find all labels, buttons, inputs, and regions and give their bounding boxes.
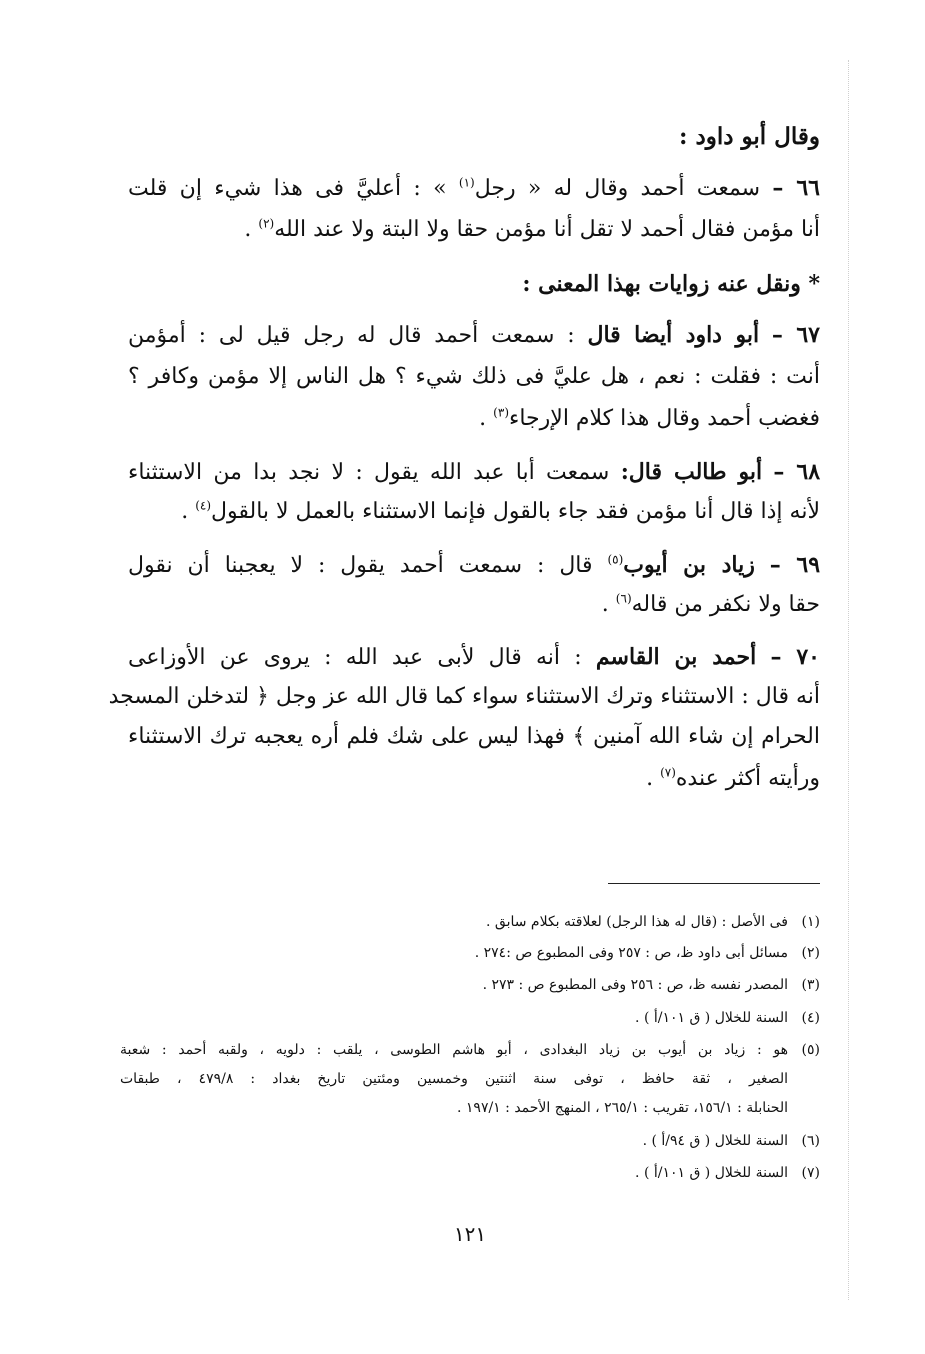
footnote-continuation: الصغير ، ثقة حافظ ، توفى سنة اثنتين وخمسين ومئتين تاريخ بغداد : ٤٧٩/٨ ، طبقات: [120, 1071, 788, 1087]
footnote-ref: (٢): [258, 216, 275, 231]
page-edge-shadow: [848, 60, 849, 1300]
footnote-ref: (٤): [195, 498, 212, 513]
item-number: ٦٩ –: [769, 552, 821, 578]
paragraph-67-line-3: فغضب أحمد وقال هذا كلام الإرجاء$^{(٣)}$ .: [479, 405, 820, 431]
footnote: (٦)السنة للخلال ( ق ٩٤/أ ) .: [642, 1133, 820, 1149]
item-number: ٦٧ –: [771, 322, 820, 348]
footnote-number: (٤): [801, 1010, 820, 1026]
footnote-number: (١): [801, 914, 820, 930]
item-number: ٦٦ –: [772, 175, 820, 201]
footnote-number: (٥): [801, 1042, 820, 1058]
footnote-number: (٦): [801, 1133, 820, 1149]
footnote-continuation: الحنابلة : ١٥٦/١، تقريب : ٢٦٥/١ ، المنهج الأحمد : ١٩٧/١ .: [457, 1100, 788, 1116]
narrator-name: أحمد بن القاسم: [595, 644, 757, 670]
paragraph-66-line-2: أنا مؤمن فقال أحمد لا تقل أنا مؤمن حقا ولا البتة ولا عند الله$^{(٢)}$ .: [244, 216, 820, 242]
paragraph-70-line-3: الحرام إن شاء الله آمنين ﴾ فهذا ليس على شك فلم أره يعجبه ترك الاستثناء: [128, 724, 821, 749]
footnote-ref: (٦): [615, 591, 632, 606]
transition-note: * ونقل عنه زوايات بهذا المعنى :: [522, 271, 820, 297]
footnote-number: (٢): [801, 945, 820, 961]
footnote-ref: (٧): [660, 765, 676, 780]
paragraph-67-line-1: ٦٧ – أبو داود أيضا قال : سمعت أحمد قال له رجل قيل لى : أمؤمن: [128, 322, 820, 348]
item-number: ٦٨ –: [773, 459, 821, 485]
paragraph-69-line-1: ٦٩ – زياد بن أيوب$^{(٥)}$ قال : سمعت أحمد يقول : لا يعجبنا أن نقول: [128, 552, 821, 578]
footnote-ref: (٣): [493, 405, 509, 420]
footnote: (١)فى الأصل : (قال له هذا الرجل) لعلاقته بكلام سابق .: [486, 914, 820, 930]
paragraph-68-line-2: لأنه إذا قال أنا مؤمن فقد جاء بالقول فإنما الاستثناء بالعمل لا بالقول$^{(٤)}$ .: [181, 498, 820, 524]
paragraph-68-line-1: ٦٨ – أبو طالب قال: سمعت أبا عبد الله يقول : لا نجد بدا من الاستثناء: [128, 459, 821, 485]
paragraph-69-line-2: حقا ولا نكفر من قاله$^{(٦)}$ .: [601, 591, 820, 617]
footnote: (٧)السنة للخلال ( ق ١٠١/أ ) .: [635, 1165, 820, 1181]
item-number: ٧٠ –: [770, 644, 820, 670]
footnote-ref: (٥): [607, 552, 624, 567]
page-number: ١٢١: [453, 1222, 487, 1246]
paragraph-70-line-1: ٧٠ – أحمد بن القاسم : أنه قال لأبى عبد الله : يروى عن الأوزاعى: [128, 644, 820, 670]
footnote-number: (٧): [801, 1165, 820, 1181]
footnote: (٣)المصدر نفسه ظ، ص : ٢٥٦ وفى المطبوع ص : ٢٧٣ .: [482, 977, 820, 993]
footnote: (٢)مسائل أبى داود ظ، ص : ٢٥٧ وفى المطبوع ص :٢٧٤ .: [474, 945, 820, 961]
paragraph-70-line-4: ورأيته أكثر عنده$^{(٧)}$ .: [646, 765, 820, 791]
narrator-name: أبو طالب قال:: [620, 459, 763, 485]
footnote: (٤)السنة للخلال ( ق ١٠١/أ ) .: [635, 1010, 820, 1026]
section-heading: وقال أبو داود :: [679, 123, 820, 150]
paragraph-70-line-2: أنه قال : الاستثناء وترك الاستثناء سواء كما قال الله عز وجل ﴿ لتدخلن المسجد: [108, 684, 820, 709]
footnote: (٥)هو : زياد بن أيوب بن زياد البغدادى ، أبو هاشم الطوسى ، يلقب : دلويه ، ولقبه أحمد : شعبة: [120, 1042, 820, 1058]
paragraph-67-line-2: أنت : فقلت : نعم ، هل عليَّ فى ذلك شيء ؟ هل الناس إلا مؤمن وكافر ؟: [128, 364, 820, 389]
narrator-name: أبو داود أيضا قال: [587, 322, 760, 348]
paragraph-66-line-1: ٦٦ – سمعت أحمد وقال له « رجل$^{(١)}$ » : أعليَّ فى هذا شيء إن قلت: [128, 175, 820, 201]
footnote-ref: (١): [458, 175, 475, 190]
footnote-separator: [608, 883, 820, 884]
narrator-name: زياد بن أيوب: [623, 552, 755, 578]
footnote-number: (٣): [801, 977, 820, 993]
